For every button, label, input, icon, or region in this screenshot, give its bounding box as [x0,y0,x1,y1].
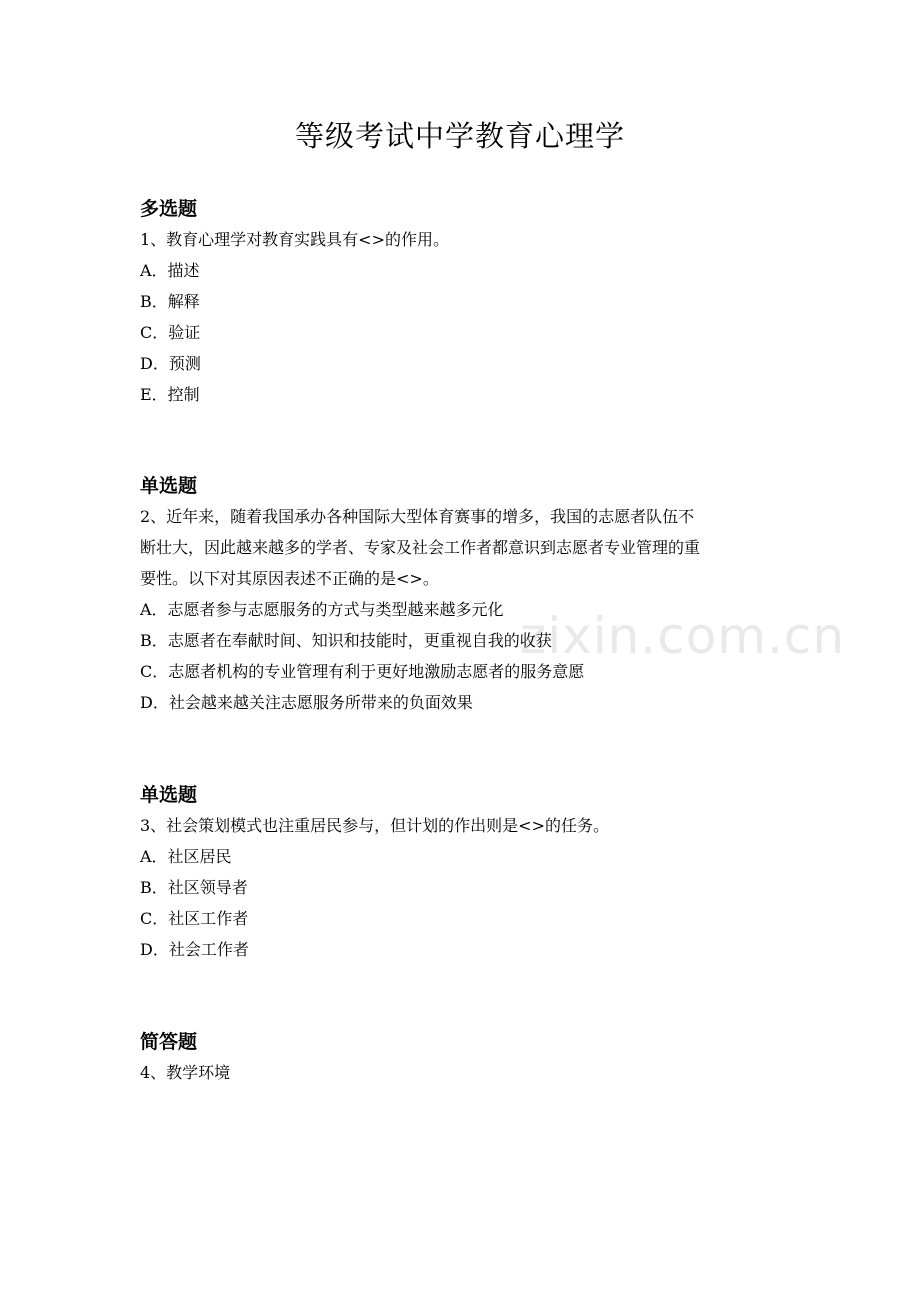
question-type-label: 简答题 [140,1031,198,1053]
question-stem [140,810,790,841]
option-a: A．描述 [140,261,200,280]
question-stem [140,1057,790,1088]
option-b: B．解释 [140,292,200,311]
question-stem-line: 4、教学环境 [140,1063,231,1082]
option-c: C．社区工作者 [140,909,249,928]
question-stem-line: 1、教育心理学对教育实践具有<>的作用。 [140,230,449,249]
question-type-label: 单选题 [140,784,198,806]
option-c: C．验证 [140,323,201,342]
document-title: 等级考试中学教育心理学 [294,119,625,153]
question-block-2 [140,472,790,718]
question-type-label: 单选题 [140,475,198,497]
option-d: D．社会工作者 [140,940,249,959]
option-b: B．志愿者在奉献时间、知识和技能时，更重视自我的收获 [140,631,552,650]
question-stem-line: 3、社会策划模式也注重居民参与，但计划的作出则是<>的任务。 [140,816,609,835]
question-block-3 [140,781,790,965]
option-b: B．社区领导者 [140,878,248,897]
option-a: A．志愿者参与志愿服务的方式与类型越来越多元化 [140,600,504,619]
question-stem-line: 2、近年来，随着我国承办各种国际大型体育赛事的增多，我国的志愿者队伍不 [140,507,695,526]
question-stem [140,224,790,255]
option-e: E．控制 [140,385,200,404]
watermark: zixin.com.cn [520,607,846,665]
question-stem [140,501,790,594]
option-d: D．预测 [140,354,201,373]
question-block-1 [140,195,790,410]
question-type-label: 多选题 [140,198,198,220]
option-d: D．社会越来越关注志愿服务所带来的负面效果 [140,693,473,712]
question-block-4 [140,1028,790,1088]
option-a: A．社区居民 [140,847,232,866]
option-c: C．志愿者机构的专业管理有利于更好地激励志愿者的服务意愿 [140,662,585,681]
question-stem-line: 断壮大，因此越来越多的学者、专家及社会工作者都意识到志愿者专业管理的重 [140,538,701,557]
question-stem-line: 要性。以下对其原因表述不正确的是<>。 [140,569,439,588]
